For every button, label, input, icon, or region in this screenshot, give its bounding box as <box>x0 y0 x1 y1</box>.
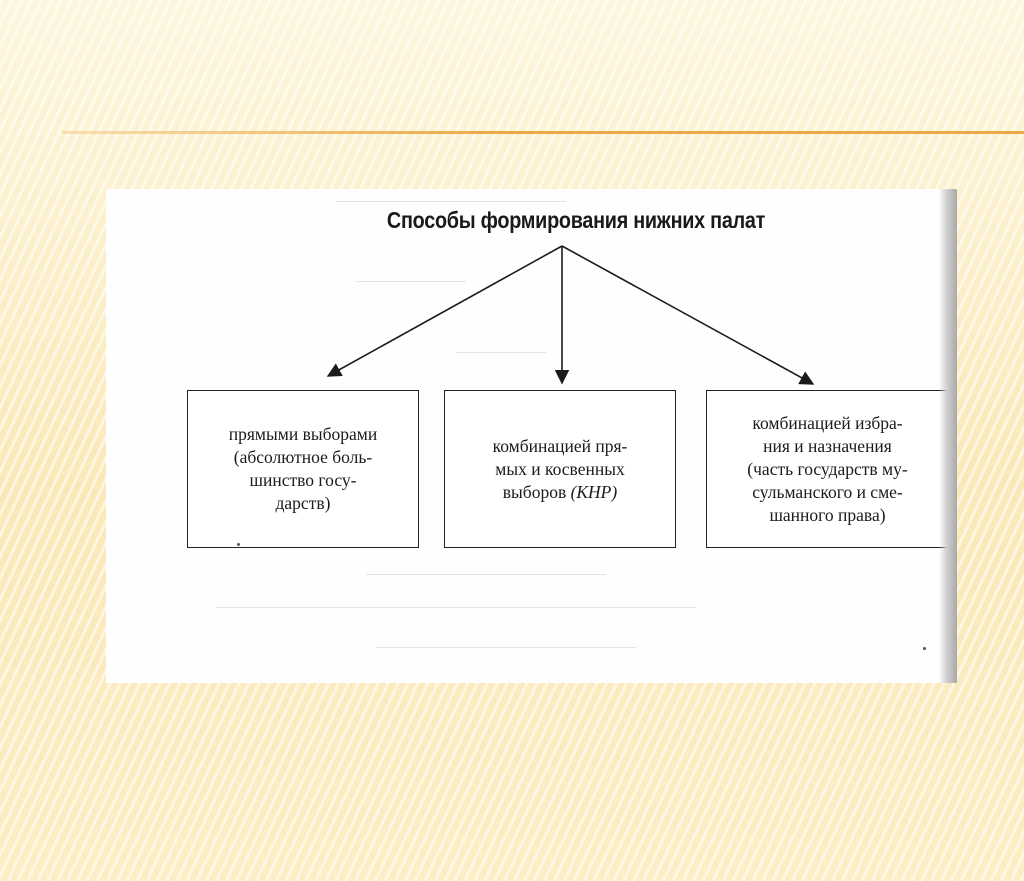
arrow-to-left-box <box>328 246 562 376</box>
box-election-and-appointment <box>706 390 949 548</box>
box-combined-elections <box>444 390 676 548</box>
scan-speck <box>237 543 240 546</box>
diagram-title: Способы формирования нижних палат <box>386 207 766 233</box>
slide-divider-line <box>62 131 1024 134</box>
box-direct-elections-text: прямыми выборами (абсолютное боль- шинство госу- дарств) <box>228 424 378 513</box>
scan-shadow-edge <box>939 189 957 683</box>
box-combined-elections-text: комбинацией пря- мых и косвенных выборов (КНР) <box>492 435 628 502</box>
scanned-diagram <box>106 189 957 683</box>
box-direct-elections <box>187 390 419 548</box>
arrow-to-right-box <box>562 246 813 384</box>
scan-speck <box>923 647 926 650</box>
box-election-and-appointment-text: комбинацией избра- ния и назначения (часть государств му- сульманского и сме- шанного права) <box>747 412 908 525</box>
country-abbreviation: (КНР) <box>570 481 618 502</box>
